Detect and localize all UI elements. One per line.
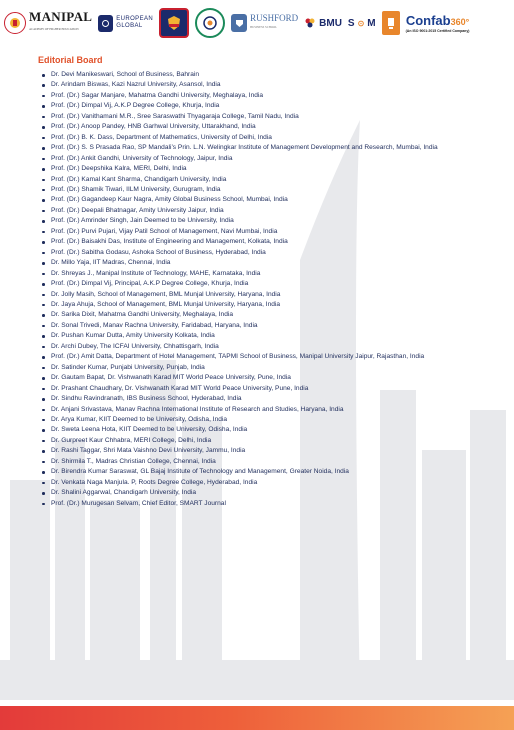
board-member-item: Dr. Pushan Kumar Dutta, Amity University Kolkata, India — [38, 331, 488, 341]
board-member-item: Prof. (Dr.) Murugesan Selvam, Chief Editor, SMART Journal — [38, 499, 488, 509]
confab-logo — [406, 14, 470, 33]
manipal-name: MANIPAL — [29, 9, 93, 24]
board-member-item: Dr. Rashi Taggar, Shri Mata Vaishno Devi University, Jammu, India — [38, 446, 488, 456]
european-global-logo — [98, 15, 153, 32]
bmu-name: BMU — [319, 17, 342, 29]
circle-seal-icon — [195, 8, 225, 38]
som-letter-s: S — [347, 17, 355, 29]
board-member-item: Dr. Shalini Aggarwal, Chandigarh University, India — [38, 488, 488, 498]
board-member-item: Dr. Anjani Srivastava, Manav Rachna International Institute of Research and Studies, Haryana, India — [38, 405, 488, 415]
board-member-item: Prof. (Dr.) Anoop Pandey, HNB Garhwal University, Uttarakhand, India — [38, 122, 488, 132]
board-member-item: Prof. (Dr.) Sabitha Godasu, Ashoka School of Business, Hyderabad, India — [38, 248, 488, 258]
logo-header — [0, 0, 514, 46]
rushford-logo — [231, 14, 298, 32]
board-member-item: Prof. (Dr.) B. K. Dass, Department of Mathematics, University of Delhi, India — [38, 133, 488, 143]
manipal-emblem-icon — [4, 12, 26, 34]
board-member-item: Prof. (Dr.) Gagandeep Kaur Nagra, Amity Global Business School, Mumbai, India — [38, 195, 488, 205]
iso-certified-text: (An ISO 9001:2015 Certified Company) — [405, 28, 470, 33]
board-member-item: Dr. Shreyas J., Manipal Institute of Technology, MAHE, Karnataka, India — [38, 269, 488, 279]
board-member-item: Prof. (Dr.) Kamal Kant Sharma, Chandigarh University, India — [38, 175, 488, 185]
board-member-item: Prof. (Dr.) Dimpal Vij, A.K.P Degree College, Khurja, India — [38, 101, 488, 111]
board-member-item: Dr. Gurpreet Kaur Chhabra, MERI College, Delhi, India — [38, 436, 488, 446]
board-member-item: Dr. Jaya Ahuja, School of Management, BML Munjal University, Haryana, India — [38, 300, 488, 310]
board-member-item: Prof. (Dr.) Purvi Pujari, Vijay Patil School of Management, Navi Mumbai, India — [38, 227, 488, 237]
board-member-item: Dr. Birendra Kumar Saraswat, GL Bajaj Institute of Technology and Management, Greater Noida, India — [38, 467, 488, 477]
board-member-item: Dr. Sonal Trivedi, Manav Rachna University, Faridabad, Haryana, India — [38, 321, 488, 331]
board-member-item: Prof. (Dr.) Sagar Manjare, Mahatma Gandhi University, Meghalaya, India — [38, 91, 488, 101]
board-member-item: Prof. (Dr.) Dimpal Vij, Principal, A.K.P Degree College, Khurja, India — [38, 279, 488, 289]
bmu-logo — [304, 17, 342, 29]
european-line1: EUROPEAN — [116, 16, 154, 22]
european-line2: GLOBAL — [116, 23, 143, 29]
board-member-item: Prof. (Dr.) Amit Datta, Department of Hotel Management, TAPMI School of Business, Manipal University Jaipur, Rajasthan, India — [38, 352, 488, 362]
orange-badge-icon — [382, 11, 400, 35]
board-member-item: Prof. (Dr.) Amrinder Singh, Jain Deemed to be University, India — [38, 216, 488, 226]
manipal-logo — [4, 11, 92, 35]
footer-gradient-bar — [0, 706, 514, 730]
editorial-board-list — [38, 70, 488, 509]
board-member-item: Dr. Arya Kumar, KIIT Deemed to be University, Odisha, India — [38, 415, 488, 425]
board-member-item: Dr. Millo Yaja, IIT Madras, Chennai, India — [38, 258, 488, 268]
bmu-dots-icon — [304, 17, 316, 29]
section-title: Editorial Board — [38, 55, 103, 65]
board-member-item: Dr. Archi Dubey, The ICFAI University, Chhattisgarh, India — [38, 342, 488, 352]
board-member-item: Dr. Satinder Kumar, Punjabi University, Punjab, India — [38, 363, 488, 373]
crest-badge-icon — [159, 8, 189, 38]
manipal-subtitle: ACADEMY OF HIGHER EDUCATION — [29, 27, 79, 31]
board-member-item: Prof. (Dr.) Shamik Tiwari, IILM University, Gurugram, India — [38, 185, 488, 195]
board-member-item: Prof. (Dr.) S. S Prasada Rao, SP Mandali’s Prin. L.N. Welingkar Institute of Management Development and Research, Mumbai, India — [38, 143, 488, 153]
board-member-item: Dr. Venkata Naga Manjula. P, Roots Degree College, Hyderabad, India — [38, 478, 488, 488]
som-letter-m: M — [367, 17, 376, 29]
confab-suffix: 360° — [450, 16, 470, 27]
confab-word: Confab — [405, 12, 451, 28]
board-member-item: Prof. (Dr.) Deepshika Kalra, MERI, Delhi, India — [38, 164, 488, 174]
rushford-shield-icon — [231, 14, 247, 32]
board-member-item: Prof. (Dr.) Ankit Gandhi, University of Technology, Jaipur, India — [38, 154, 488, 164]
board-member-item: Dr. Sweta Leena Hota, KIIT Deemed to be University, Odisha, India — [38, 425, 488, 435]
rushford-subtitle: BUSINESS SCHOOL — [250, 25, 278, 29]
board-member-item: Dr. Gautam Bapat, Dr. Vishwanath Karad MIT World Peace University, Pune, India — [38, 373, 488, 383]
board-member-item: Dr. Sarika Dixit, Mahatma Gandhi University, Meghalaya, India — [38, 310, 488, 320]
board-member-item: Prof. (Dr.) Vanithamani M.R., Sree Saraswathi Thyagaraja College, Tamil Nadu, India — [38, 112, 488, 122]
board-member-item: Dr. Sindhu Ravindranath, IBS Business School, Hyderabad, India — [38, 394, 488, 404]
board-member-item: Prof. (Dr.) Deepali Bhatnagar, Amity University Jaipur, India — [38, 206, 488, 216]
som-logo — [348, 18, 376, 29]
european-shield-icon — [98, 15, 113, 32]
board-member-item: Dr. Shirmila T., Madras Christian College, Chennai, India — [38, 457, 488, 467]
som-circle: ⊙ — [357, 18, 365, 28]
board-member-item: Dr. Jolly Masih, School of Management, BML Munjal University, Haryana, India — [38, 290, 488, 300]
board-member-item: Prof. (Dr.) Baisakhi Das, Institute of Engineering and Management, Kolkata, India — [38, 237, 488, 247]
editorial-board-section — [38, 55, 488, 509]
rushford-name: RUSHFORD — [250, 13, 299, 23]
board-member-item: Dr. Devi Manikeswari, School of Business, Bahrain — [38, 70, 488, 80]
board-member-item: Dr. Prashant Chaudhary, Dr. Vishwanath Karad MIT World Peace University, Pune, India — [38, 384, 488, 394]
board-member-item: Dr. Arindam Biswas, Kazi Nazrul University, Asansol, India — [38, 80, 488, 90]
